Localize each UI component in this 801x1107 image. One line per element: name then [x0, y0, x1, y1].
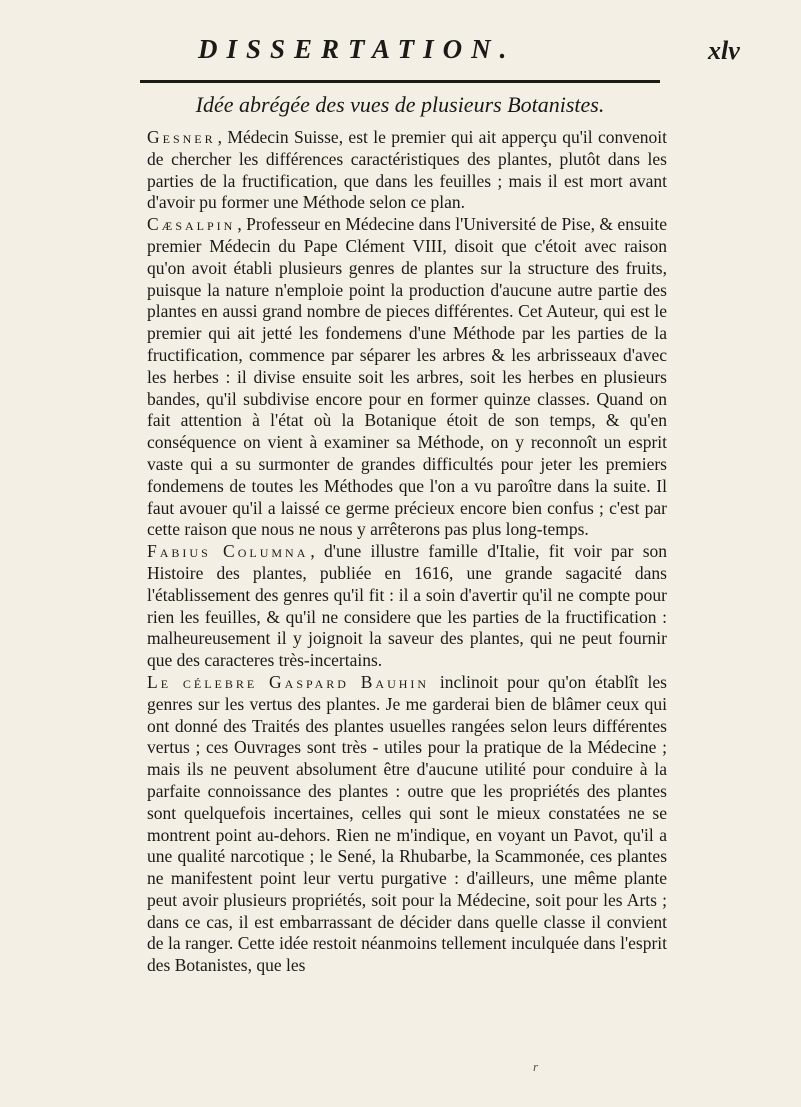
paragraph-text: , Médecin Suisse, est le premier qui ait apperçu qu'il convenoit de chercher les différences caractéristiques des plantes, plutôt dans les parties de la fructification, que dans les feuilles ; mais il est mort avant d'avoir pu former une Méthode selon ce plan.	[147, 127, 667, 213]
paragraph-gesner	[147, 127, 667, 214]
paragraph-text: , d'une illustre famille d'Italie, fit voir par son Histoire des plantes, publiée en 1616, une grande sagacité dans l'établissement des genres qu'il fit : il a soin d'avertir qu'il ne compte pour rien les feuilles, & qu'il ne considere que les parties de la fructification : malheureusement il y joignoit la saveur des plantes, qui ne peut fournir que des caracteres très-incertains.	[147, 541, 667, 671]
paragraph-columna	[147, 541, 667, 672]
paragraph-text: , Professeur en Médecine dans l'Université de Pise, & ensuite premier Médecin du Pape Clément VIII, disoit que c'étoit avec raison qu'on avoit établi plusieurs genres de plantes sur la structure des fruits, puisque la nature n'emploie point la production d'aucune autre partie des plantes en aussi grand nombre de pieces différentes. Cet Auteur, qui est le premier qui ait jetté les fondemens d'une Méthode par les parties de la fructification, commence par séparer les arbres & les arbrisseaux d'avec les herbes : il divise ensuite soit les arbres, soit les herbes en plusieurs bandes, qu'il subdivise encore pour en former quinze classes. Quand on fait attention à l'état où la Botanique étoit de son temps, & qu'en conséquence on vient à examiner sa Méthode, on y reconnoît un esprit vaste qui a su surmonter de grandes difficultés pour jeter les premiers fondemens de toutes les Méthodes que l'on a vu paroître dans la suite. Il faut avouer qu'il a laissé ce germe précieux encore bien confus ; c'est par cette raison que nous ne nous y arrêterons pas plus long-temps.	[147, 214, 667, 540]
paragraph-caesalpin	[147, 214, 667, 541]
body-text	[147, 127, 667, 977]
running-head	[0, 34, 801, 70]
paragraph-lead: Le célebre Gaspard Bauhin	[147, 671, 430, 692]
paragraph-bauhin	[147, 672, 667, 977]
paragraph-lead: Gesner	[147, 127, 216, 147]
header-rule	[140, 80, 660, 83]
running-title: DISSERTATION.	[198, 34, 516, 64]
paragraph-text: inclinoit pour qu'on établît les genres sur les vertus des plantes. Je me garderai bien de blâmer ceux qui ont donné des Traités des plantes usuelles rangées selon leurs différentes vertus ; ces Ouvrages sont très - utiles pour la pratique de la Médecine ; mais ils ne peuvent absolument être d'aucune utilité pour conduire à la parfaite connoissance des plantes : outre que les propriétés des plantes sont quelquefois incertaines, celles qui sont le mieux constatées ne se montrent point au-dehors. Rien ne m'indique, en voyant un Pavot, qu'il a une qualité narcotique ; le Sené, la Rhubarbe, la Scammonée, ces plantes ne manifestent point leur vertu purgative : d'ailleurs, une même plante peut avoir plusieurs propriétés, soit pour la Médecine, soit pour les Arts ; dans ce cas, il est embarrassant de décider dans quelle classe il convient de la ranger. Cette idée restoit néanmoins tellement inculquée dans l'esprit des Botanistes, que les	[147, 671, 667, 976]
section-title: Idée abrégée des vues de plusieurs Botanistes.	[195, 92, 605, 117]
footer-mark: r	[533, 1059, 539, 1074]
paragraph-lead: Fabius Columna	[147, 541, 309, 562]
page-number: xlv	[708, 36, 740, 65]
paragraph-lead: Cæsalpin	[147, 214, 236, 235]
